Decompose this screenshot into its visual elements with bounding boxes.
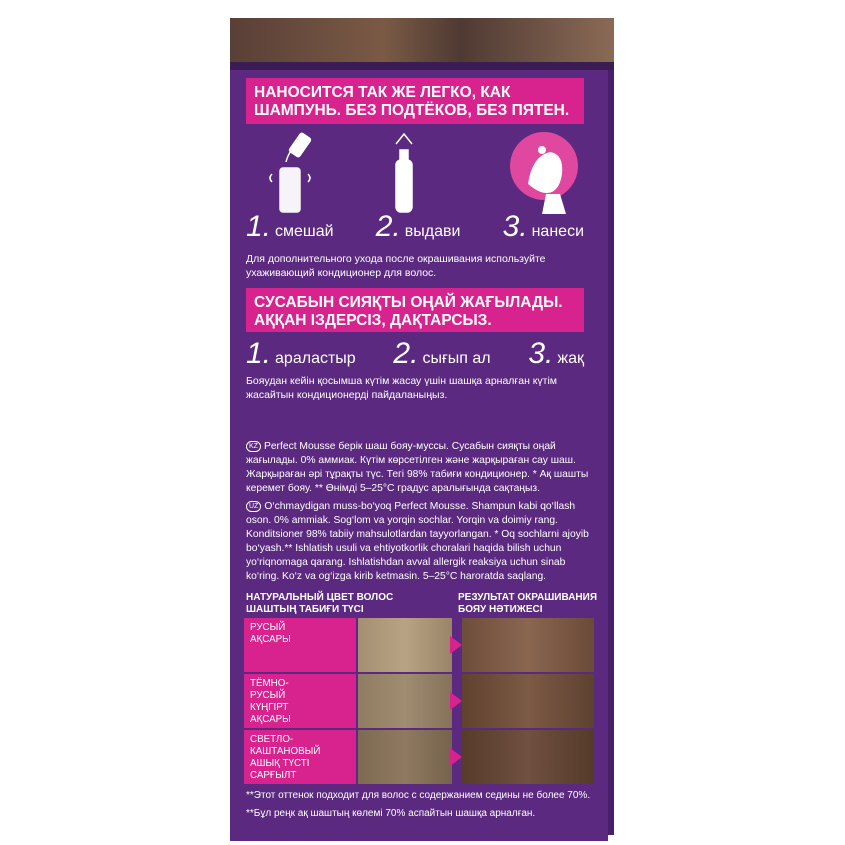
step-3 (503, 210, 584, 244)
description-kz-text: Perfect Mousse берік шаш бояу-муссы. Сусабын сияқты оңай жағылады. 0% аммиак. Күтім көрсетілген және жарқыраған сау шаш. Жарқыраған әрі тұрақты түс. Тегі 98% табиғи кондиционер. * Ақ шашты керемет бояу. ** Өнімді 5–25°С градус аралығында сақтаңыз. (246, 441, 589, 494)
step-number: 3. (502, 210, 528, 243)
instruction-icons (246, 126, 584, 216)
steps-ru (246, 210, 584, 244)
step-1 (246, 210, 334, 244)
step-label: смешай (275, 223, 334, 240)
step-number: 3. (528, 337, 554, 370)
language-badge-kz: KZ (246, 441, 261, 452)
natural-swatch (358, 730, 452, 784)
care-note-ru: Для дополнительного ухода после окрашивания используйте ухаживающий кондиционер для волос. (246, 253, 546, 279)
step-3 (528, 337, 584, 371)
arrow-icon (450, 748, 462, 766)
description-kz (246, 440, 591, 496)
footnote-ru: **Этот оттенок подходит для волос с содержанием седины не более 70%. (246, 790, 591, 801)
description-uz-text: O‘chmaydigan muss-bo‘yoq Perfect Mousse. Shampun kabi qo‘llash oson. 0% ammiak. Sog‘lom va yorqin sochlar. Yorqin va doimiy rang. Konditsioner 98% tabiiy mahsulotlardan tayyorlangan. * Oq sochlarni ajoyib bo‘yash.** Ishlatish usuli va ehtiyotkorlik choralari haqida bilish uchun yo‘riqnomaga qarang. Ishlatishdan avval allergik reaksiya uchun sinab ko‘ring. Ko‘z va og‘izga kirib ketmasin. 5–25°C haroratda saqlang. (246, 501, 589, 582)
step-number: 2. (375, 210, 401, 243)
natural-swatch (358, 674, 452, 728)
step-number: 2. (393, 337, 419, 370)
natural-color-header: НАТУРАЛЬНЫЙ ЦВЕТ ВОЛОС ШАШТЫҢ ТАБИҒИ ТҮСІ (246, 592, 394, 615)
care-note-kz: Бояудан кейін қосымша күтім жасау үшін шашқа арналған күтім жасайтын кондиционерді пайдаланыңыз. (246, 375, 558, 401)
color-row (234, 618, 602, 672)
step-2 (393, 337, 490, 371)
result-swatch (462, 730, 594, 784)
step-label: жақ (557, 350, 584, 367)
banner-ru: НАНОСИТСЯ ТАК ЖЕ ЛЕГКО, КАК ШАМПУНЬ. БЕЗ ПОДТЁКОВ, БЕЗ ПЯТЕН. (246, 78, 584, 124)
arrow-icon (450, 692, 462, 710)
step-1 (246, 337, 356, 371)
hair-type-label: ТЁМНО- РУСЫЙ КҮҢГІРТ АҚСАРЫ (244, 674, 356, 728)
mix-bottle-icon (270, 133, 311, 212)
color-row (234, 730, 602, 784)
steps-kz (246, 337, 584, 371)
step-number: 1. (246, 210, 272, 243)
description-uz (246, 500, 591, 584)
step-label: сығып ал (422, 350, 491, 367)
result-swatch (462, 618, 594, 672)
steps-illustration (246, 126, 584, 216)
footnote-kz: **Бұл реңк ақ шаштың көлемі 70% аспайтын шашқа арналған. (246, 808, 536, 819)
apply-head-icon (510, 132, 578, 214)
hair-type-label: РУСЫЙ АҚСАРЫ (244, 618, 356, 672)
natural-swatch (358, 618, 452, 672)
arrow-icon (450, 636, 462, 654)
box-top-flap (230, 18, 614, 70)
step-2 (376, 210, 461, 244)
result-color-header: РЕЗУЛЬТАТ ОКРАШИВАНИЯ БОЯУ НӘТИЖЕСІ (458, 592, 598, 615)
step-label: араластыр (275, 350, 356, 367)
hair-type-label: СВЕТЛО- КАШТАНОВЫЙ АШЫҚ ТҮСТІ САРҒЫЛТ (244, 730, 356, 784)
step-label: нанеси (531, 223, 584, 240)
squeeze-bottle-icon (396, 134, 412, 212)
step-number: 1. (246, 337, 272, 370)
result-swatch (462, 674, 594, 728)
color-row (234, 674, 602, 728)
step-label: выдави (404, 223, 461, 240)
language-badge-uz: UZ (246, 501, 261, 512)
banner-kz: СУСАБЫН СИЯҚТЫ ОҢАЙ ЖАҒЫЛАДЫ. АҚҚАН ІЗДЕРСІЗ, ДАҚТАРСЫЗ. (246, 288, 584, 332)
